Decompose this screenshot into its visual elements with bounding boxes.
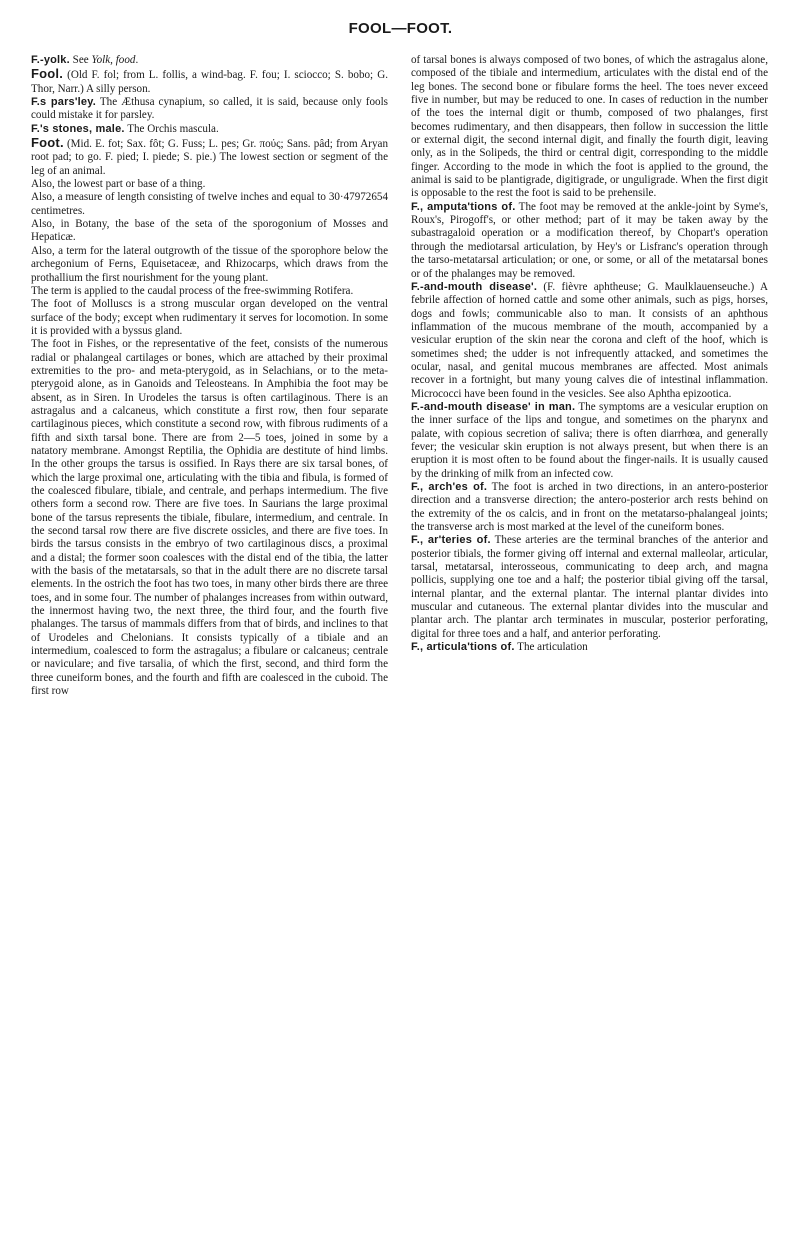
- dictionary-entry: [31, 136, 388, 178]
- entry-paragraph: The foot in Fishes, or the representative of the feet, consists of the numerous radial or phalangeal cartilages or bones, which are attached by their proximal extremities to the pro- and meta-pterygoid, as in Selachians, or to the meta-pterygoid alone, as in Ganoids and Teleosteans. In Amphibia the foot may be absent, as in Siren. In Urodeles the tarsus is often cartilaginous. There is an astragalus and a calcaneus, which constitute a first row, then four separate cartilaginous pieces, which constitute a second row, with fibrous rudiments of a fifth and sixth tarsal bone. There are from 2—5 toes, joined in some by a natatory membrane. Amongst Reptilia, the Ophidia are destitute of hind limbs. In the other groups the tarsus is ossified. In Rays there are six tarsal bones, of which the large proximal one, articulating with the tibia and fibula, is formed of the coalesced fibulare, tibiale, and centrale, and perhaps intermedium. The five others form a second row. There are five toes. In Saurians the large proximal bone of the tarsus represents the tibiale, fibulare, intermedium, and centrale. In the second tarsal row there are five discrete ossicles, and there are five toes. In birds the tarsus consists in the embryo of two cartilaginous discs, a proximal and a distal; the former soon coalesces with the distal end of the tibia, the latter with the basis of the metatarsals, so that in the adult there are no discrete tarsal elements. In the ostrich the foot has two toes, in many other birds there are three toes, and in some four. The number of phalanges increases from within outward, the innermost having two, the next three, the third four, and the fourth five phalanges. The tarsus of mammals differs from that of birds, and inclines to that of Urodeles and Chelonians. It consists typically of a tibiale and an intermedium, coalesced to form the astragalus; a fibulare or calcaneus; centrale or naviculare; and five tarsalia, of which the first, second, and third form the three cuneiform bones, and the fourth and fifth are coalesced in the cuboid. The first row: [31, 338, 388, 698]
- entry-paragraph: Also, the lowest part or base of a thing.: [31, 178, 206, 191]
- entry-definition: The symptoms are a vesicular eruption on the inner surface of the lips and tongue, and sometimes on the pharynx and palate, with copious secretion of saliva; there is often diarrhœa, and generally fever; the vesicular skin eruption is not always present, but when there is an eruption it is most often to be found about the finger-nails. It is usually caused by the drinking of milk from an infected cow.: [411, 400, 769, 480]
- entry-paragraph: Also, a term for the lateral outgrowth of the tissue of the sporophore below the archegonium of Ferns, Equisetaceæ, and Rhizocarps, which draws from the prothallium the first nourishment for the young plant.: [31, 244, 388, 284]
- entry-definition: The foot is arched in two directions, in an antero-posterior direction and a transverse direction; the antero-posterior arch rests behind on the extremity of the os calcis, and in front on the metatarso-phalangeal joints; the transverse arch is most marked at the level of the cuneiform bones.: [411, 481, 768, 534]
- entry-headword: F., ar'teries of.: [411, 534, 491, 547]
- entry-crossref: Yolk, food: [91, 54, 136, 66]
- entry-headword: F.-and-mouth disease' in man.: [411, 400, 576, 413]
- entry-definition: (Old F. fol; from L. follis, a wind-bag. F. fou; I. sciocco; S. bobo; G. Thor, Narr.) A silly person.: [31, 69, 388, 95]
- dictionary-entry: [411, 281, 768, 401]
- entry-paragraph: The term is applied to the caudal process of the free-swimming Rotifera.: [31, 284, 354, 297]
- entry-headword: F.s pars'ley.: [31, 96, 97, 109]
- entry-headword: F., articula'tions of.: [411, 641, 515, 654]
- entry-paragraph: of tarsal bones is always composed of two bones, of which the astragalus alone, composed of the tibiale and intermedium, articulates with the distal end of the leg bones. The second bone or fibulare forms the heel. The toes never exceed five in number, but may be reduced to one. In cases of reduction in the number of the toes the internal digit or thumb, composed of two phalanges, first becomes rudimentary, and then disappears, then follow in succession the little or external digit, the second internal digit, and finally the fourth digit, leaving only, as in the Solipeds, the third or central digit, corresponding to the middle finger. According to the mode in which the foot is applied to the ground, the animal is said to be plantigrade, digitigrade, or unguligrade. When the first digit is opposable to the rest the foot is said to be prehensile.: [411, 54, 768, 200]
- dictionary-entry: [31, 96, 388, 123]
- dictionary-entry: [411, 534, 768, 641]
- entry-paragraph: The foot of Molluscs is a strong muscular organ developed on the ventral surface of the body; except when rudimentary it serves for locomotion. In some it is provided with a byssus gland.: [31, 298, 388, 337]
- entry-paragraph: Also, in Botany, the base of the seta of the sporogonium of Mosses and Hepaticæ.: [31, 218, 388, 244]
- dictionary-entry: [411, 401, 768, 481]
- entry-headword: Foot.: [31, 135, 64, 151]
- entry-headword: F., arch'es of.: [411, 481, 488, 493]
- dictionary-entry: [411, 641, 768, 654]
- dictionary-entry: [31, 123, 388, 136]
- entry-definition: The foot may be removed at the ankle-joint by Syme's, Roux's, Pirogoff's, or other method; part of it may be taken away by the subastragaloid operation or a modification thereof, by Chopart's operation through the mediotarsal articulation, by Hey's or Lisfranc's operation through the tarso-metatarsal articulation; or one, or some, or all of the metatarsal bones or of the phalanges may be removed.: [411, 200, 769, 280]
- left-column: [31, 54, 388, 699]
- dictionary-entry: [411, 201, 768, 281]
- entry-headword: F., amputa'tions of.: [411, 200, 516, 213]
- entry-definition: The Æthusa cynapium, so called, it is said, because only fools could mistake it for parsley.: [31, 96, 388, 122]
- entry-definition: These arteries are the terminal branches of the anterior and posterior tibials, the former giving off internal and external malleolar, articular, tarsal, metatarsal, interosseous, communicating to deep arch, and magna pollicis, supplying one toe and a half; the posterior tibial giving off the tarsal, internal plantar, and the external plantar. The internal plantar divides into muscular and cutaneous. The external plantar divides into the muscular and plantar arch. The plantar arch terminates in muscular, posterior perforating, digital for three toes and a half, and anterior perforating.: [411, 534, 768, 640]
- entry-definition: (Mid. E. fot; Sax. fôt; G. Fuss; L. pes; Gr. πούς; Sans. pâd; from Aryan root pad; to go. F. pied; I. piede; S. pie.) The lowest section or segment of the leg of an animal.: [31, 138, 388, 177]
- entry-headword: F.-and-mouth disease'.: [411, 280, 538, 293]
- page-header: FOOL—FOOT.: [348, 20, 453, 37]
- entry-definition: The Orchis mascula.: [124, 122, 219, 135]
- entry-headword: Fool.: [31, 66, 64, 82]
- entry-tail: .: [135, 54, 139, 66]
- entry-headword: F.'s stones, male.: [31, 122, 125, 135]
- dictionary-entry: [411, 481, 768, 534]
- entry-definition: See: [69, 54, 92, 66]
- dictionary-entry: [31, 54, 388, 67]
- dictionary-entry: [31, 67, 388, 96]
- entry-definition: (F. fièvre aphtheuse; G. Maulklauenseuche.) A febrile affection of horned cattle and some other animals, such as pigs, horses, dogs and fowls; communicable also to man. It consists of an aphthous inflammation of the mucous membrane of the mouth, accompanied by a vesicular eruption of the skin near the corona and cleft of the hoof, which is sometimes shed; the udder is not infrequently attacked, and sometimes the ocular, nasal, and genital mucous membranes are affected. Most animals recover in a fortnight, but many young calves die of intestinal inflammation. Micrococci have been found in the vesicles. See also Aphtha epizootica.: [411, 280, 768, 400]
- entry-paragraph: Also, a measure of length consisting of twelve inches and equal to 30·47972654 centimetres.: [31, 191, 388, 217]
- entry-headword: F.-yolk.: [31, 54, 70, 66]
- right-column: [411, 54, 768, 654]
- entry-definition: The articulation: [514, 641, 588, 654]
